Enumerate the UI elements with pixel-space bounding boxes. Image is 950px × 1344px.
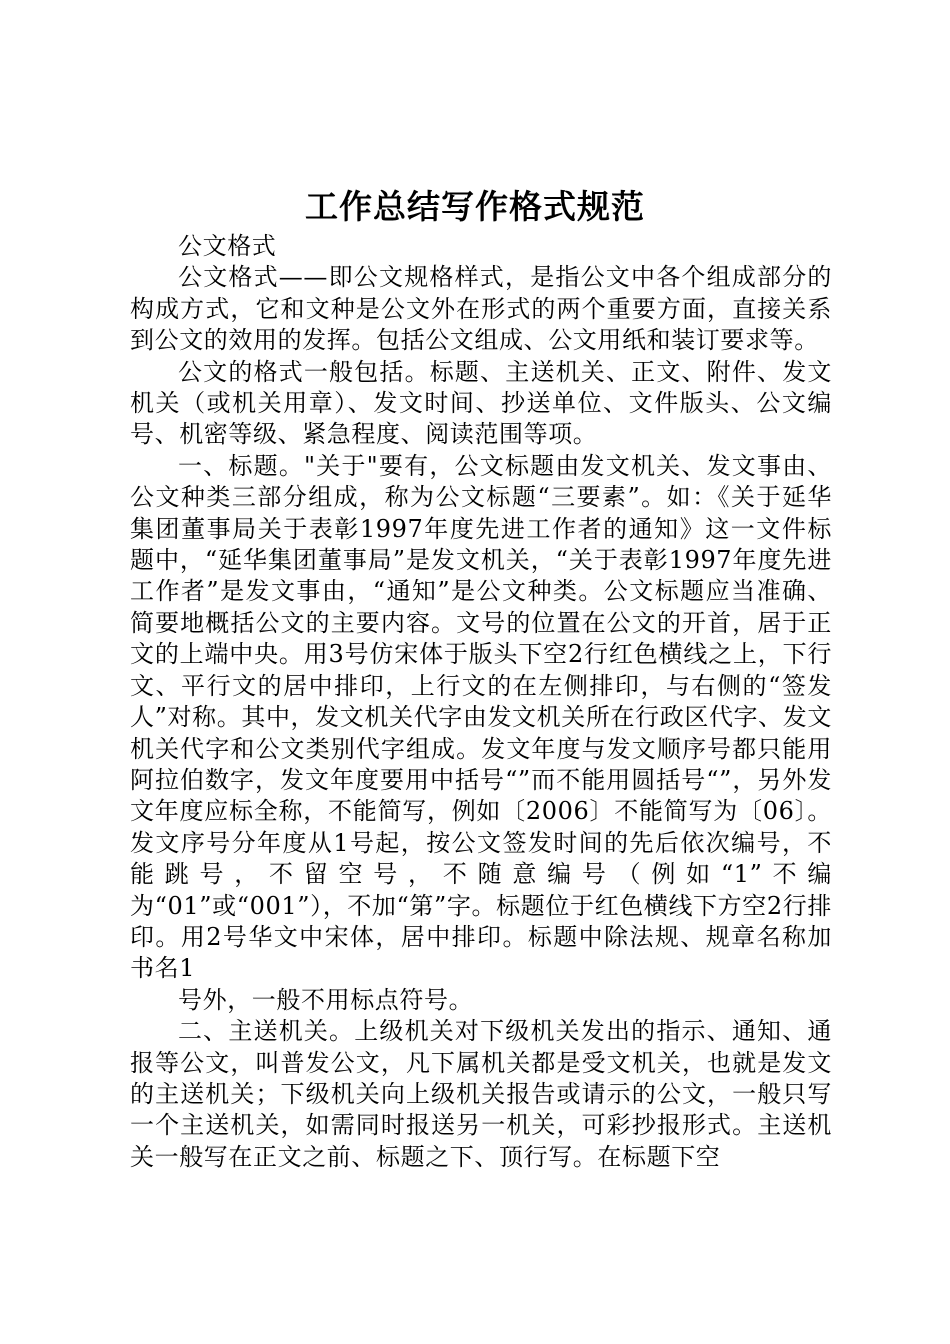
paragraph: 公文格式——即公文规格样式，是指公文中各个组成部分的构成方式，它和文种是公文外在形式的两个重要方面，直接关系到公文的效用的发挥。包括公文组成、公文用纸和装订要求等。: [130, 263, 832, 355]
paragraph: 号外，一般不用标点符号。: [178, 985, 474, 1014]
paragraph: 公文的格式一般包括。标题、主送机关、正文、附件、发文机关（或机关用章）、发文时间、抄送单位、文件版头、公文编号、机密等级、紧急程度、阅读范围等项。: [130, 357, 832, 449]
paragraph: 一、标题。"关于"要有，公文标题由发文机关、发文事由、公文种类三部分组成，称为公文标题“三要素”。如：《关于延华集团董事局关于表彰1997年度先进工作者的通知》这一文件标题中，“延华集团董事局”是发文机关，“关于表彰1997年度先进工作者”是发文事由，“通知”是公文种类。公文标题应当准确、简要地概括公文的主要内容。文号的位置在公文的开首，居于正文的上端中央。用3号仿宋体于版头下空2行红色横线之上，下行文、平行文的居中排印，上行文的在左侧排印，与右侧的“签发人”对称。其中，发文机关代字由发文机关所在行政区代字、发文机关代字和公文类别代字组成。发文年度与发文顺序号都只能用阿拉伯数字，发文年度要用中括号“”而不能用圆括号“”，另外发文年度应标全称，不能简写，例如〔2006〕不能简写为〔06〕。发文序号分年度从1号起，按公文签发时间的先后依次编号，不能跳号，不留空号，不随意编号（例如“1”不编为“01”或“001”），不加“第”字。标题位于红色横线下方空2行排印。用2号华文中宋体，居中排印。标题中除法规、规章名称加书名1: [130, 451, 832, 983]
paragraph-heading: 公文格式: [178, 232, 277, 260]
paragraph: 二、主送机关。上级机关对下级机关发出的指示、通知、通报等公文，叫普发公文，凡下属机关都是受文机关，也就是发文的主送机关；下级机关向上级机关报告或请示的公文，一般只写一个主送机关，如需同时报送另一机关，可彩抄报形式。主送机关一般写在正文之前、标题之下、顶行写。在标题下空: [130, 1017, 832, 1171]
document-body: [130, 231, 832, 1173]
document-title: 工作总结写作格式规范: [305, 187, 645, 226]
